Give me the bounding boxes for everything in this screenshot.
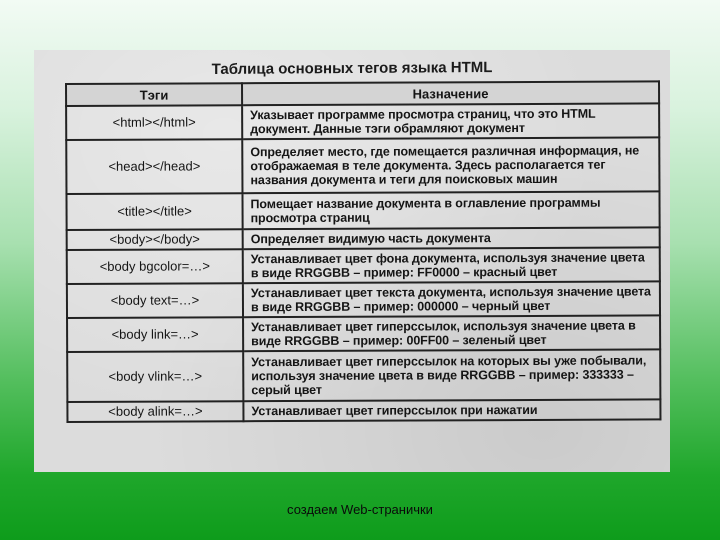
- purpose-cell: Устанавливает цвет гиперссылок на которых вы уже побывали, используя значение цвета в виде RRGGBB – пример: 333333 – серый цвет: [243, 349, 660, 401]
- html-tags-table: [65, 80, 661, 423]
- tag-cell: <body bgcolor=…>: [67, 249, 243, 284]
- table-row: [66, 103, 659, 140]
- tag-cell: <title></title>: [66, 193, 242, 230]
- tag-cell: <body vlink=…>: [67, 351, 243, 402]
- tag-cell: <body text=…>: [67, 283, 243, 318]
- tag-cell: <body></body>: [67, 229, 243, 250]
- purpose-cell: Определяет место, где помещается различная информация, не отображаемая в теле документа. Здесь располагается тег названия документа и теги для поисковых машин: [242, 137, 659, 193]
- purpose-cell: Устанавливает цвет фона документа, используя значение цвета в виде RRGGBB – пример: FF0000 – красный цвет: [243, 247, 660, 283]
- table-row: [67, 399, 660, 422]
- column-header-tags: Тэги: [66, 83, 242, 106]
- table-header-row: [66, 81, 659, 106]
- table-row: [67, 247, 660, 284]
- purpose-cell: Устанавливает цвет гиперссылок, используя значение цвета в виде RRGGBB – пример: 00FF00 – зеленый цвет: [243, 315, 660, 351]
- table-row: [67, 315, 660, 352]
- table-row: [66, 137, 659, 194]
- purpose-cell: Устанавливает цвет гиперссылок при нажатии: [243, 399, 660, 421]
- purpose-cell: Определяет видимую часть документа: [243, 227, 660, 249]
- column-header-purpose: Назначение: [242, 81, 659, 105]
- table-row: [67, 349, 660, 402]
- tag-cell: <head></head>: [66, 139, 242, 194]
- purpose-cell: Устанавливает цвет текста документа, используя значение цвета в виде RRGGBB – пример: 000000 – черный цвет: [243, 281, 660, 317]
- purpose-cell: Помещает название документа в оглавление программы просмотра страниц: [242, 191, 659, 229]
- scanned-table-image: [34, 50, 670, 472]
- slide-footer-caption: создаем Web-странички: [287, 502, 433, 517]
- purpose-cell: Указывает программе просмотра страниц, что это HTML документ. Данные тэги обрамляют документ: [242, 103, 659, 139]
- tag-cell: <body alink=…>: [67, 401, 243, 422]
- table-row: [67, 281, 660, 318]
- table-row: [67, 227, 660, 250]
- tag-cell: <body link=…>: [67, 317, 243, 352]
- table-row: [66, 191, 659, 230]
- tag-cell: <html></html>: [66, 105, 242, 140]
- table-title: Таблица основных тегов языка HTML: [211, 59, 493, 78]
